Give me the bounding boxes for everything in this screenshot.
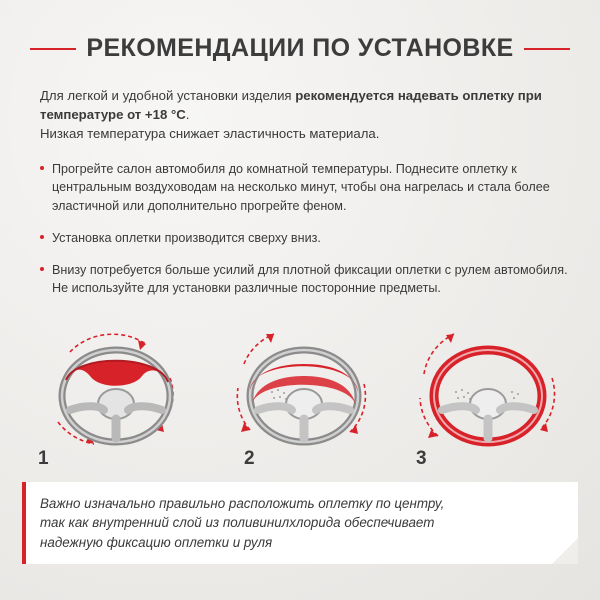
bullet-text: Установка оплетки производится сверху вниз. (52, 230, 321, 245)
figure-number: 3 (416, 448, 427, 469)
callout-line-1: Важно изначально правильно расположить оплетку по центру, (40, 495, 445, 511)
figure-number: 1 (38, 448, 49, 469)
intro-line1-plain: Для легкой и удобной установки изделия (40, 88, 296, 103)
steering-wheel-illustration-3 (400, 318, 580, 468)
bullet-dot-icon (40, 267, 44, 271)
intro-line1-tail: . (185, 107, 190, 122)
page-title: РЕКОМЕНДАЦИИ ПО УСТАНОВКЕ (86, 34, 514, 62)
header-rule-left (30, 48, 76, 50)
intro-line2: Низкая температура снижает эластичность материала. (40, 126, 380, 141)
footer-callout (22, 482, 578, 564)
callout-line-2: так как внутренний слой из поливинилхлорида обеспечивает (40, 515, 435, 531)
list-item (40, 261, 568, 298)
bullet-text: Внизу потребуется больше усилий для плотной фиксации оплетки с рулем автомобиля. Не используйте для установки различные посторонние предметы. (52, 263, 568, 296)
bullet-dot-icon (40, 166, 44, 170)
figure-number: 2 (244, 448, 255, 469)
illustration-row (22, 318, 578, 468)
steering-wheel-illustration-1 (30, 318, 210, 468)
page-header (0, 34, 600, 63)
callout-line-3: надежную фиксацию оплетки и руля (40, 534, 273, 550)
figure-step-3 (400, 318, 580, 468)
list-item (40, 229, 568, 247)
list-item (40, 160, 568, 215)
figure-step-2 (214, 318, 394, 468)
header-rule-right (524, 48, 570, 50)
bullet-text: Прогрейте салон автомобиля до комнатной температуры. Поднесите оплетку к центральным воздуховодам на несколько минут, чтобы она нагрелась и стала более эластичной или дополнительно прогрейте феном. (52, 162, 550, 213)
steering-wheel-illustration-2 (214, 318, 394, 468)
callout-corner-cut (552, 538, 578, 564)
figure-step-1 (30, 318, 210, 468)
intro-paragraph (40, 86, 564, 143)
bullet-dot-icon (40, 235, 44, 239)
callout-text (26, 494, 464, 552)
intro-line1-bold: рекомендуется надевать оплетку при температуре от +18 °C (40, 88, 542, 122)
bullet-list (40, 160, 568, 312)
